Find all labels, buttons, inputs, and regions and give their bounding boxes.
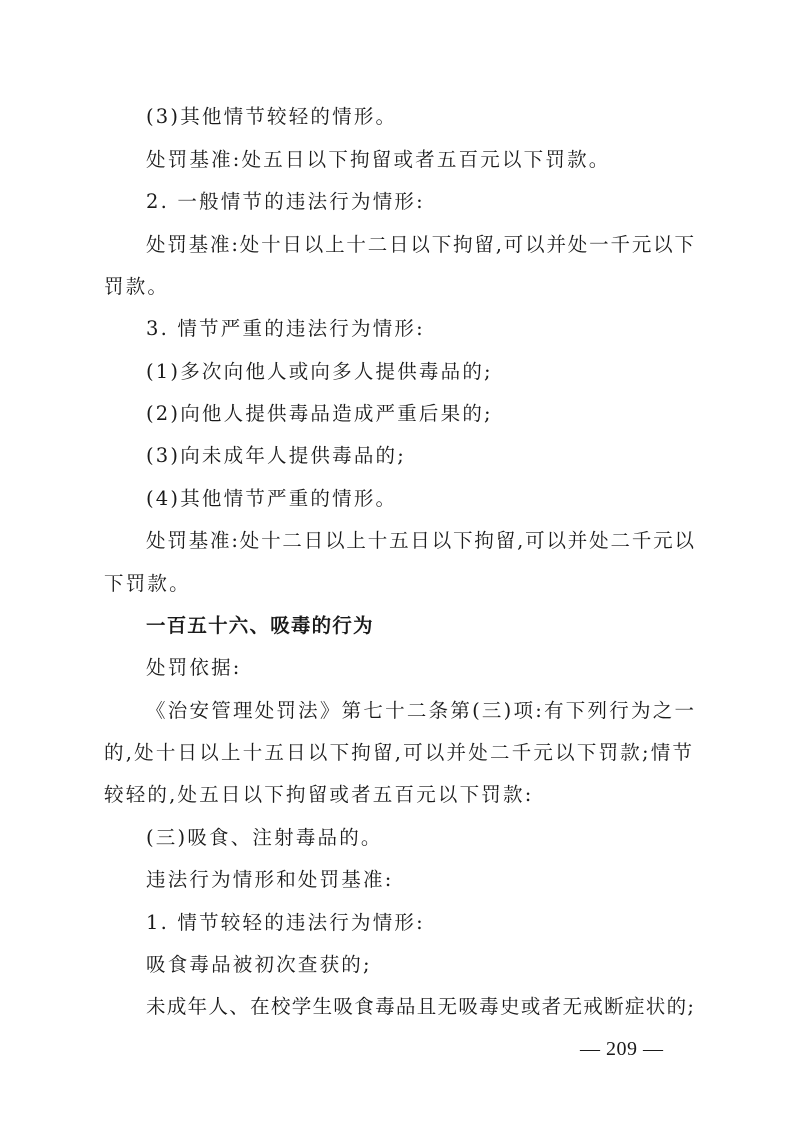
text-line: 下罚款。 <box>104 572 191 595</box>
text-line: 未成年人、在校学生吸食毒品且无吸毒史或者无戒断症状的; <box>146 995 694 1018</box>
text-line: 较轻的,处五日以下拘留或者五百元以下罚款: <box>104 783 534 806</box>
text-line: (2)向他人提供毒品造成严重后果的; <box>146 402 493 425</box>
text-line: 处罚基准:处十二日以上十五日以下拘留,可以并处二千元以 <box>146 529 694 552</box>
text-line: 吸食毒品被初次查获的; <box>146 953 372 976</box>
text-line: 处罚依据: <box>146 656 242 679</box>
text-line: 罚款。 <box>104 275 170 298</box>
text-line: (1)多次向他人或向多人提供毒品的; <box>146 360 493 383</box>
text-line: (3)向未成年人提供毒品的; <box>146 444 406 467</box>
text-line: 2. 一般情节的违法行为情形: <box>146 190 425 213</box>
text-line: 的,处十日以上十五日以下拘留,可以并处二千元以下罚款;情节 <box>104 741 692 764</box>
text-line: (4)其他情节严重的情形。 <box>146 487 398 510</box>
text-line: 处罚基准:处五日以下拘留或者五百元以下罚款。 <box>146 148 611 171</box>
text-line: 处罚基准:处十日以上十二日以下拘留,可以并处一千元以下 <box>146 233 694 256</box>
text-line: 违法行为情形和处罚基准: <box>146 868 394 891</box>
text-line: (3)其他情节较轻的情形。 <box>146 105 398 128</box>
text-line: 《治安管理处罚法》第七十二条第(三)项:有下列行为之一 <box>146 699 694 722</box>
section-heading: 一百五十六、吸毒的行为 <box>146 614 374 637</box>
text-line: 1. 情节较轻的违法行为情形: <box>146 911 425 934</box>
text-line: 3. 情节严重的违法行为情形: <box>146 317 425 340</box>
page-number: — 209 — <box>580 1038 664 1060</box>
text-line: (三)吸食、注射毒品的。 <box>146 826 383 849</box>
